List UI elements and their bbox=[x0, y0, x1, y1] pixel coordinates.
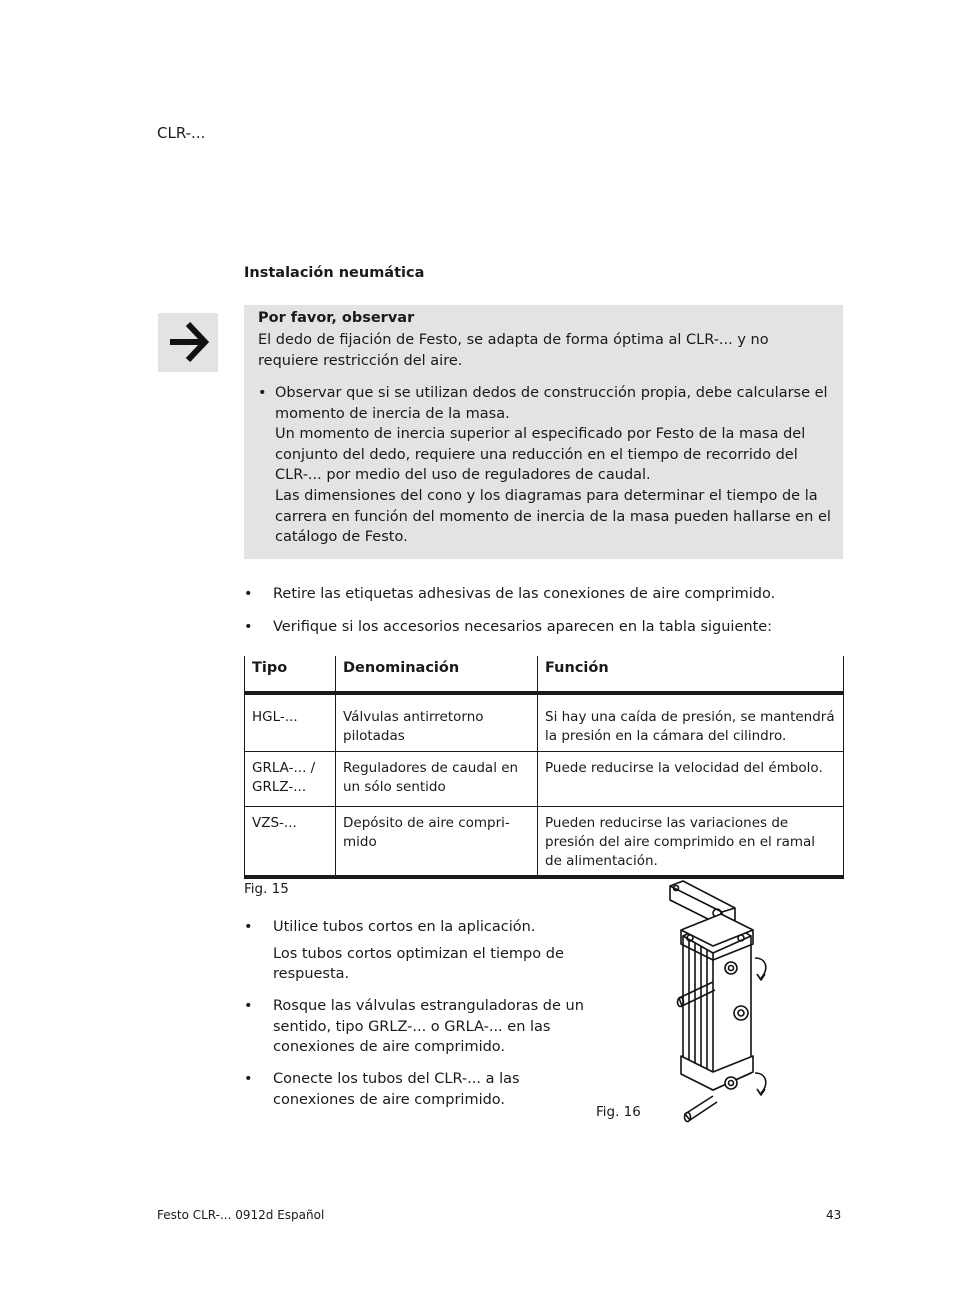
table-cell: VZS-... bbox=[245, 807, 336, 878]
table-row bbox=[245, 693, 844, 752]
list-item-text: Conecte los tubos del CLR-... a las conexiones de aire comprimido. bbox=[273, 1071, 520, 1108]
bullet-marker: • bbox=[244, 998, 253, 1014]
section-title: Instalación neumática bbox=[244, 265, 425, 281]
list-item-text: Rosque las válvulas estranguladoras de un sentido, tipo GRLZ-... o GRLA-... en las conexiones de aire comprimido. bbox=[273, 998, 584, 1056]
bullet-marker: • bbox=[244, 586, 253, 602]
list-item bbox=[244, 617, 844, 638]
bullet-marker: • bbox=[244, 919, 253, 935]
note-title: Por favor, observar bbox=[258, 310, 415, 326]
table-cell: Puede reducirse la velocidad del émbolo. bbox=[538, 752, 844, 807]
table-cell: GRLA-... / GRLZ-... bbox=[245, 752, 336, 807]
table-cell: Depósito de aire compri-mido bbox=[336, 807, 538, 878]
note-bullet-line: Observar que si se utilizan dedos de construcción propia, debe calcularse el momento de inercia de la masa. bbox=[275, 385, 828, 422]
list-item bbox=[244, 1069, 544, 1110]
table-cell: Válvulas antirretorno pilotadas bbox=[336, 693, 538, 752]
cylinder-illustration bbox=[655, 878, 785, 1128]
list-item bbox=[244, 917, 584, 985]
table-cell: Reguladores de caudal en un sólo sentido bbox=[336, 752, 538, 807]
arrow-right-icon bbox=[158, 313, 218, 372]
column-header-funcion: Función bbox=[538, 656, 844, 693]
list-item-note: Los tubos cortos optimizan el tiempo de respuesta. bbox=[273, 945, 564, 983]
note-bullet-line: Las dimensiones del cono y los diagramas para determinar el tiempo de la carrera en función del momento de inercia de la masa pueden hallarse en el catálogo de Festo. bbox=[275, 487, 831, 546]
accessories-table bbox=[244, 656, 844, 879]
table-row bbox=[245, 807, 844, 878]
figure-caption-16: Fig. 16 bbox=[596, 1104, 641, 1120]
bullet-marker: • bbox=[244, 1071, 253, 1087]
column-header-denominacion: Denominación bbox=[336, 656, 538, 693]
bullet-marker: • bbox=[258, 385, 267, 401]
note-intro: El dedo de fijación de Festo, se adapta de forma óptima al CLR-... y no requiere restricción del aire. bbox=[258, 332, 769, 369]
column-header-tipo: Tipo bbox=[245, 656, 336, 693]
note-bullet-line: Un momento de inercia superior al especificado por Festo de la masa del conjunto del dedo, requiere una reducción en el tiempo de recorrido del CLR-... por medio del uso de reguladores de caudal. bbox=[275, 426, 806, 484]
list-item-text: Verifique si los accesorios necesarios aparecen en la tabla siguiente: bbox=[273, 619, 773, 635]
table-cell: Pueden reducirse las variaciones de presión del aire comprimido en el ramal de alimentación. bbox=[538, 807, 844, 878]
table-row bbox=[245, 752, 844, 807]
table-header-row bbox=[245, 656, 844, 693]
table-cell: HGL-... bbox=[245, 693, 336, 752]
note-bullet bbox=[258, 383, 833, 548]
bullet-marker: • bbox=[244, 619, 253, 635]
document-header-label: CLR-... bbox=[157, 124, 206, 142]
figure-caption-15: Fig. 15 bbox=[244, 881, 289, 897]
list-item bbox=[244, 996, 584, 1058]
table-cell: Si hay una caída de presión, se mantendrá la presión en la cámara del cilindro. bbox=[538, 693, 844, 752]
note-icon-box bbox=[158, 313, 218, 372]
list-item bbox=[244, 584, 844, 605]
page-number: 43 bbox=[826, 1208, 842, 1222]
list-item-text: Retire las etiquetas adhesivas de las conexiones de aire comprimido. bbox=[273, 586, 776, 602]
footer-document-info: Festo CLR-... 0912d Español bbox=[157, 1208, 325, 1222]
list-item-text: Utilice tubos cortos en la aplicación. bbox=[273, 919, 536, 935]
